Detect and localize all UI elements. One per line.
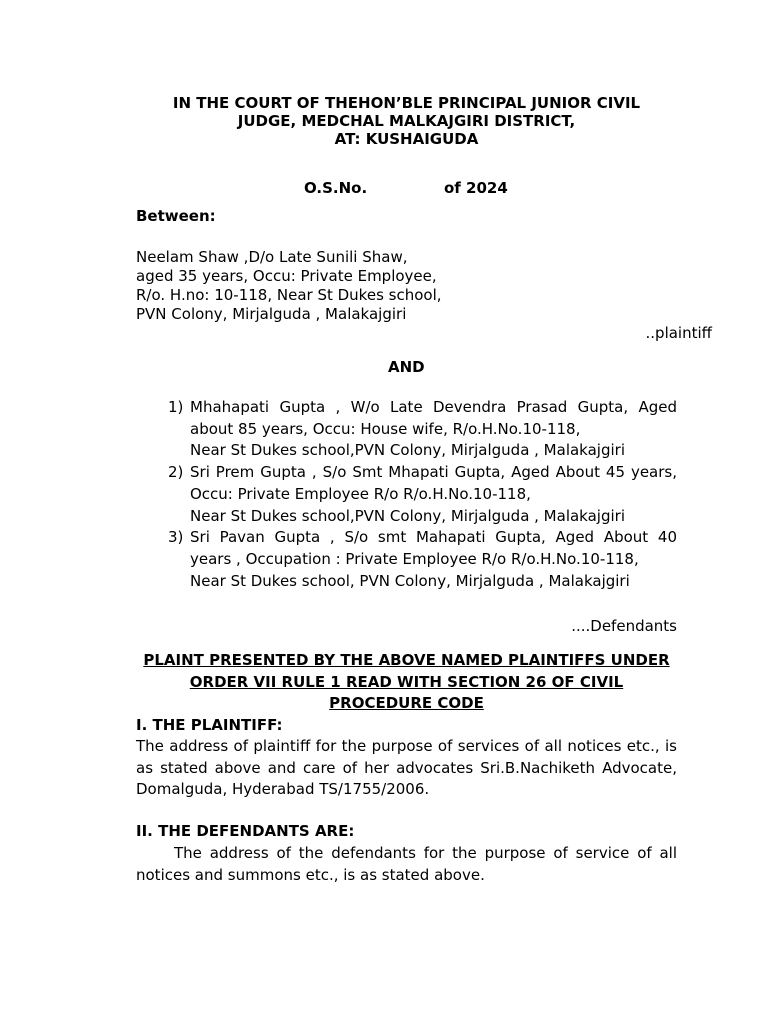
paragraph-line: The address of plaintiff for the purpose of services of all notices etc., is [136,737,677,755]
list-item-line: Near St Dukes school,PVN Colony, Mirjalguda , Malakajgiri [190,441,625,460]
court-heading [136,94,677,148]
section-defendants-paragraph [136,843,677,886]
defendants-role: ....Defendants [571,617,677,635]
list-item-line: Sri Prem Gupta , S/o Smt Mhapati Gupta, Aged About 45 years, [190,463,677,482]
between-label: Between: [136,207,216,225]
paragraph-line: notices and summons etc., is as stated above. [136,865,485,884]
list-item-number: 1) [168,398,184,416]
suit-number-label: O.S.No. [304,179,368,197]
plaintiff-line: R/o. H.no: 10-118, Near St Dukes school, [136,286,442,304]
list-item-line: Occu: Private Employee R/o R/o.H.No.10-118, [190,484,531,503]
list-item-line: Sri Pavan Gupta , S/o smt Mahapati Gupta, Aged About 40 [190,528,677,547]
court-heading-line: JUDGE, MEDCHAL MALKAJGIRI DISTRICT, [237,112,576,130]
plaint-heading-line: PROCEDURE CODE [329,694,484,713]
paragraph-line: Domalguda, Hyderabad TS/1755/2006. [136,780,430,799]
plaint-heading [136,650,677,715]
section-heading-defendants: II. THE DEFENDANTS ARE: [136,822,355,840]
and-label: AND [388,358,425,376]
plaintiff-line: aged 35 years, Occu: Private Employee, [136,267,437,285]
list-item-number: 3) [168,528,184,547]
court-heading-line: IN THE COURT OF THEHON’BLE PRINCIPAL JUNIOR CIVIL [172,94,641,112]
plaintiff-role: ..plaintiff [645,324,712,342]
suit-year-label: of 2024 [444,179,508,197]
section-plaintiff-paragraph [136,736,677,801]
list-item [136,397,677,462]
section-heading-plaintiff: I. THE PLAINTIFF: [136,716,283,734]
list-item-line: Mhahapati Gupta , W/o Late Devendra Prasad Gupta, Aged [190,398,677,416]
plaintiff-line: Neelam Shaw ,D/o Late Sunili Shaw, [136,248,408,266]
list-item-line: Near St Dukes school, PVN Colony, Mirjalguda , Malakajgiri [190,571,630,590]
court-heading-line: AT: KUSHAIGUDA [334,130,479,148]
plaint-heading-line: PLAINT PRESENTED BY THE ABOVE NAMED PLAINTIFFS UNDER [143,651,670,669]
list-item-line: Near St Dukes school,PVN Colony, Mirjalguda , Malakajgiri [190,506,625,525]
list-item-number: 2) [168,463,184,482]
list-item-line: about 85 years, Occu: House wife, R/o.H.No.10-118, [190,419,581,438]
plaint-heading-line: ORDER VII RULE 1 READ WITH SECTION 26 OF CIVIL [189,672,624,691]
plaintiff-line: PVN Colony, Mirjalguda , Malakajgiri [136,305,407,323]
list-item [136,462,677,527]
list-item-line: years , Occupation : Private Employee R/o R/o.H.No.10-118, [190,549,639,568]
list-item [136,527,677,592]
paragraph-line: The address of the defendants for the purpose of service of all [174,844,677,862]
paragraph-line: as stated above and care of her advocates Sri.B.Nachiketh Advocate, [136,758,677,777]
defendants-list [136,397,677,592]
